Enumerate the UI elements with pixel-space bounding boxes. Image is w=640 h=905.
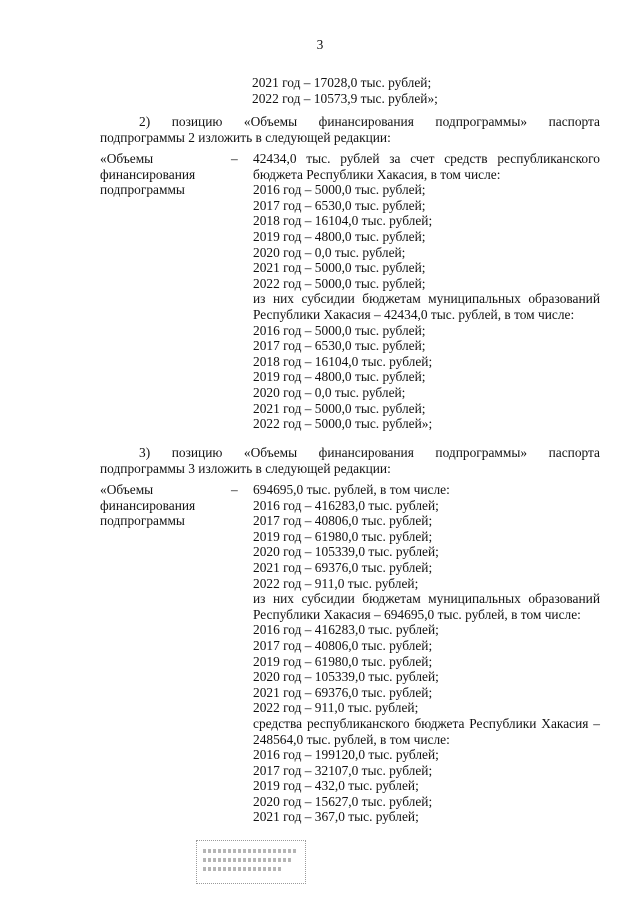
year-line: 2021 год – 69376,0 тыс. рублей; — [253, 684, 433, 700]
label-line: финансирования — [100, 497, 196, 513]
funding-label — [100, 482, 230, 529]
year-line: 2021 год – 5000,0 тыс. рублей; — [253, 400, 426, 416]
label-line: подпрограммы — [100, 513, 185, 529]
year-line: 2017 год – 40806,0 тыс. рублей; — [253, 513, 433, 529]
item-3-paragraph — [100, 445, 600, 476]
year-line: 2018 год – 16104,0 тыс. рублей; — [253, 353, 433, 369]
year-line: 2019 год – 61980,0 тыс. рублей; — [253, 528, 433, 544]
year-line: 2022 год – 5000,0 тыс. рублей»; — [253, 416, 433, 432]
republican-budget-text: средства республиканского бюджета Республики Хакасия – 248564,0 тыс. рублей, в том числе: — [253, 715, 600, 747]
year-line: 2022 год – 911,0 тыс. рублей; — [253, 700, 419, 716]
year-line: 2022 год – 911,0 тыс. рублей; — [253, 575, 419, 591]
item-2-paragraph — [100, 114, 600, 145]
page-number: 3 — [316, 37, 324, 52]
year-line: 2022 год – 10573,9 тыс. рублей»; — [252, 90, 438, 106]
year-line: 2019 год – 4800,0 тыс. рублей; — [253, 369, 426, 385]
year-line: 2017 год – 6530,0 тыс. рублей; — [253, 197, 426, 213]
year-line: 2016 год – 5000,0 тыс. рублей; — [253, 322, 426, 338]
year-line: 2020 год – 0,0 тыс. рублей; — [253, 384, 406, 400]
year-line: 2017 год – 6530,0 тыс. рублей; — [253, 338, 426, 354]
year-line: 2019 год – 432,0 тыс. рублей; — [253, 778, 419, 794]
document-stamp — [196, 840, 306, 884]
label-line: «Объемы — [100, 482, 154, 497]
year-line: 2020 год – 0,0 тыс. рублей; — [253, 244, 406, 260]
year-line: 2016 год – 199120,0 тыс. рублей; — [253, 747, 439, 763]
year-line: 2020 год – 15627,0 тыс. рублей; — [253, 793, 433, 809]
year-line: 2016 год – 5000,0 тыс. рублей; — [253, 182, 426, 198]
funding-content — [253, 482, 600, 825]
subsidy-text: из них субсидии бюджетам муниципальных образований Республики Хакасия – 42434,0 тыс. рублей, в том числе: — [253, 291, 600, 322]
year-line: 2019 год – 4800,0 тыс. рублей; — [253, 228, 426, 244]
funding-total: 42434,0 тыс. рублей за счет средств республиканского бюджета Республики Хакасия, в том числе: — [253, 151, 600, 182]
year-line: 2017 год – 40806,0 тыс. рублей; — [253, 637, 433, 653]
item-3-text: 3) позицию «Объемы финансирования подпрограммы» паспорта подпрограммы 3 изложить в следующей редакции: — [100, 445, 600, 476]
year-line: 2018 год – 16104,0 тыс. рублей; — [253, 213, 433, 229]
label-line: подпрограммы — [100, 182, 185, 198]
item-2-text: 2) позицию «Объемы финансирования подпрограммы» паспорта подпрограммы 2 изложить в следующей редакции: — [100, 114, 600, 145]
year-line: 2021 год – 367,0 тыс. рублей; — [253, 809, 419, 825]
year-line: 2019 год – 61980,0 тыс. рублей; — [253, 653, 433, 669]
funding-total: 694695,0 тыс. рублей, в том числе: — [253, 482, 450, 497]
funding-content — [253, 151, 600, 432]
dash: – — [231, 482, 238, 497]
dash: – — [231, 151, 238, 166]
funding-label — [100, 151, 230, 198]
top-year-lines — [252, 75, 438, 106]
year-line: 2022 год – 5000,0 тыс. рублей; — [253, 275, 426, 291]
label-line: финансирования — [100, 166, 196, 182]
year-line: 2016 год – 416283,0 тыс. рублей; — [253, 497, 439, 513]
year-line: 2020 год – 105339,0 тыс. рублей; — [253, 544, 439, 560]
subsidy-text: из них субсидии бюджетам муниципальных образований Республики Хакасия – 694695,0 тыс. рублей, в том числе: — [253, 591, 600, 622]
year-line: 2021 год – 5000,0 тыс. рублей; — [253, 260, 426, 276]
year-line: 2021 год – 17028,0 тыс. рублей; — [252, 75, 432, 90]
year-line: 2021 год – 69376,0 тыс. рублей; — [253, 559, 433, 575]
year-line: 2017 год – 32107,0 тыс. рублей; — [253, 762, 433, 778]
year-line: 2020 год – 105339,0 тыс. рублей; — [253, 669, 439, 685]
label-line: «Объемы — [100, 151, 154, 166]
year-line: 2016 год – 416283,0 тыс. рублей; — [253, 622, 439, 638]
